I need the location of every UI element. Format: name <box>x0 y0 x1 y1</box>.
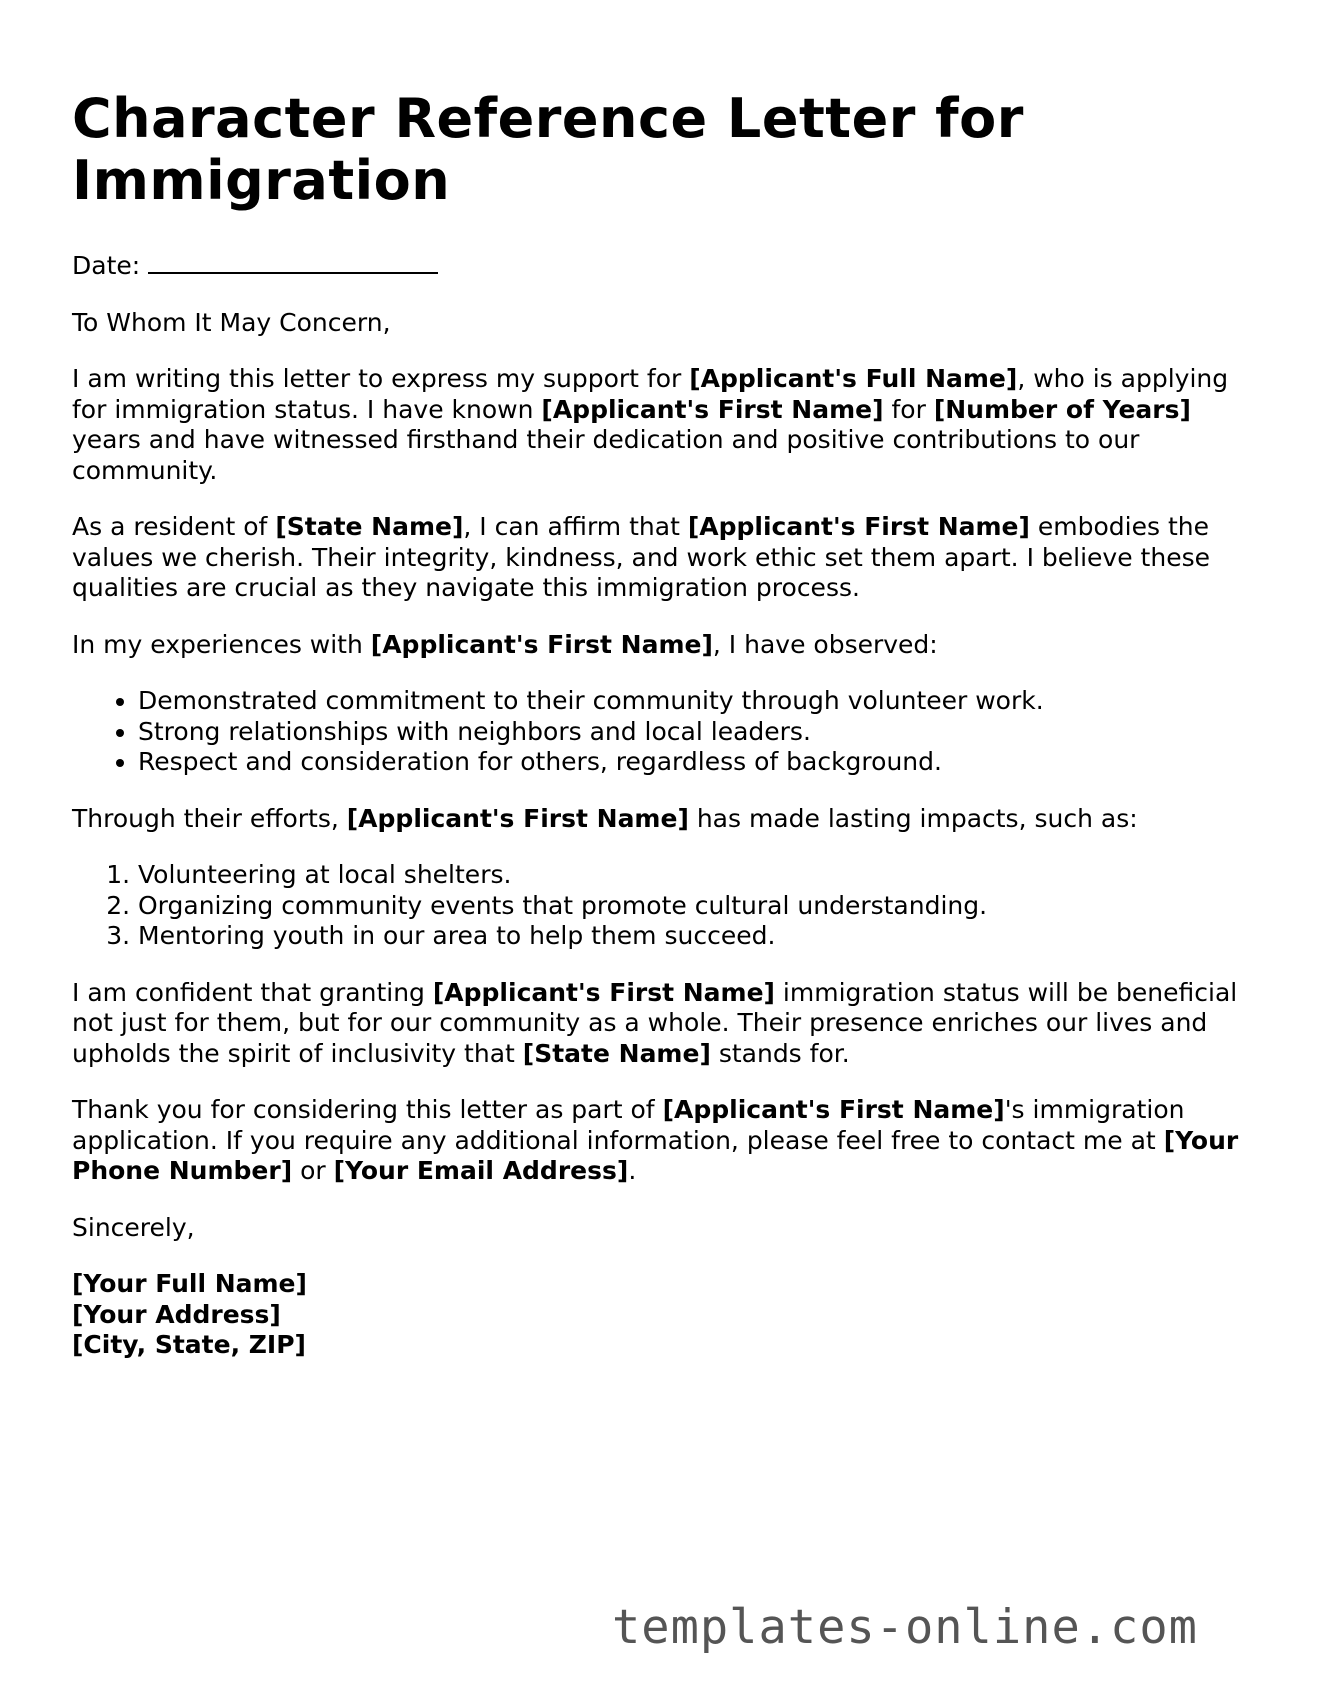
placeholder-state-name: [State Name] <box>275 512 464 541</box>
date-label: Date: <box>72 251 141 280</box>
paragraph-efforts <box>72 804 1252 835</box>
placeholder-state-name: [State Name] <box>522 1038 711 1068</box>
text: , who is applying for immigration status. I have known <box>72 364 1229 424</box>
placeholder-applicant-first-name: [Applicant's First Name] <box>432 977 775 1007</box>
text: . <box>628 1156 637 1185</box>
list-item: • Strong relationships with neighbors and local leaders. <box>138 717 1252 748</box>
signature-block <box>72 1269 1252 1361</box>
text: years and have witnessed firsthand their dedication and positive contributions to our community. <box>72 425 1140 485</box>
observations-list <box>72 686 1252 778</box>
text: for <box>883 394 934 424</box>
date-line <box>72 250 1252 282</box>
placeholder-applicant-first-name: [Applicant's First Name] <box>541 394 884 424</box>
placeholder-applicant-full-name: [Applicant's Full Name] <box>689 364 1018 393</box>
text: embodies the values we cherish. Their integrity, kindness, and work ethic set them apart. I believe these qualities are crucial as they navigate this immigration process. <box>72 512 1210 602</box>
impacts-list <box>72 860 1252 952</box>
text: I am writing this letter to express my support for <box>72 364 690 393</box>
signature-name: [Your Full Name] <box>72 1269 307 1298</box>
list-item: 3. Mentoring youth in our area to help them succeed. <box>138 921 1252 952</box>
paragraph-resident <box>72 512 1252 604</box>
text: , I can affirm that <box>463 512 688 541</box>
watermark: templates-online.com <box>612 1600 1198 1655</box>
text: immigration status will be beneficial not just for them, but for our community as a whole. Their presence enriches our lives and upholds the spirit of inclusivity that <box>72 977 1238 1068</box>
text: , I have observed: <box>712 629 938 659</box>
placeholder-phone-number: [Your Phone Number] <box>72 1125 1239 1185</box>
paragraph-experiences <box>72 630 1252 661</box>
placeholder-number-of-years: [Number of Years] <box>933 394 1191 424</box>
text: As a resident of <box>72 512 276 541</box>
text: 's immigration application. If you require any additional information, please feel free to contact me at <box>72 1095 1185 1155</box>
paragraph-thanks <box>72 1095 1252 1187</box>
text: or <box>292 1156 334 1185</box>
text: Thank you for considering this letter as part of <box>72 1095 663 1124</box>
text: Through their efforts, <box>72 803 347 833</box>
salutation: To Whom It May Concern, <box>72 307 391 337</box>
list-item: • Demonstrated commitment to their community through volunteer work. <box>138 686 1252 717</box>
text: has made lasting impacts, such as: <box>688 803 1138 833</box>
placeholder-email-address: [Your Email Address] <box>333 1156 629 1185</box>
paragraph-support <box>72 364 1252 486</box>
list-item: 1. Volunteering at local shelters. <box>138 860 1252 891</box>
placeholder-applicant-first-name: [Applicant's First Name] <box>687 512 1030 541</box>
signature-city: [City, State, ZIP] <box>72 1330 306 1359</box>
page-title: Character Reference Letter for Immigration <box>72 87 1024 212</box>
placeholder-applicant-first-name: [Applicant's First Name] <box>370 629 713 659</box>
closing: Sincerely, <box>72 1212 195 1242</box>
placeholder-applicant-first-name: [Applicant's First Name] <box>662 1095 1005 1124</box>
text: In my experiences with <box>72 629 371 659</box>
placeholder-applicant-first-name: [Applicant's First Name] <box>346 803 689 833</box>
date-blank <box>148 250 438 274</box>
paragraph-confident <box>72 978 1252 1070</box>
list-item: 2. Organizing community events that promote cultural understanding. <box>138 891 1252 922</box>
list-item: • Respect and consideration for others, regardless of background. <box>138 747 1252 778</box>
signature-address: [Your Address] <box>72 1299 281 1329</box>
text: I am confident that granting <box>72 977 433 1007</box>
letter-page <box>72 88 1252 1361</box>
text: stands for. <box>710 1038 850 1068</box>
